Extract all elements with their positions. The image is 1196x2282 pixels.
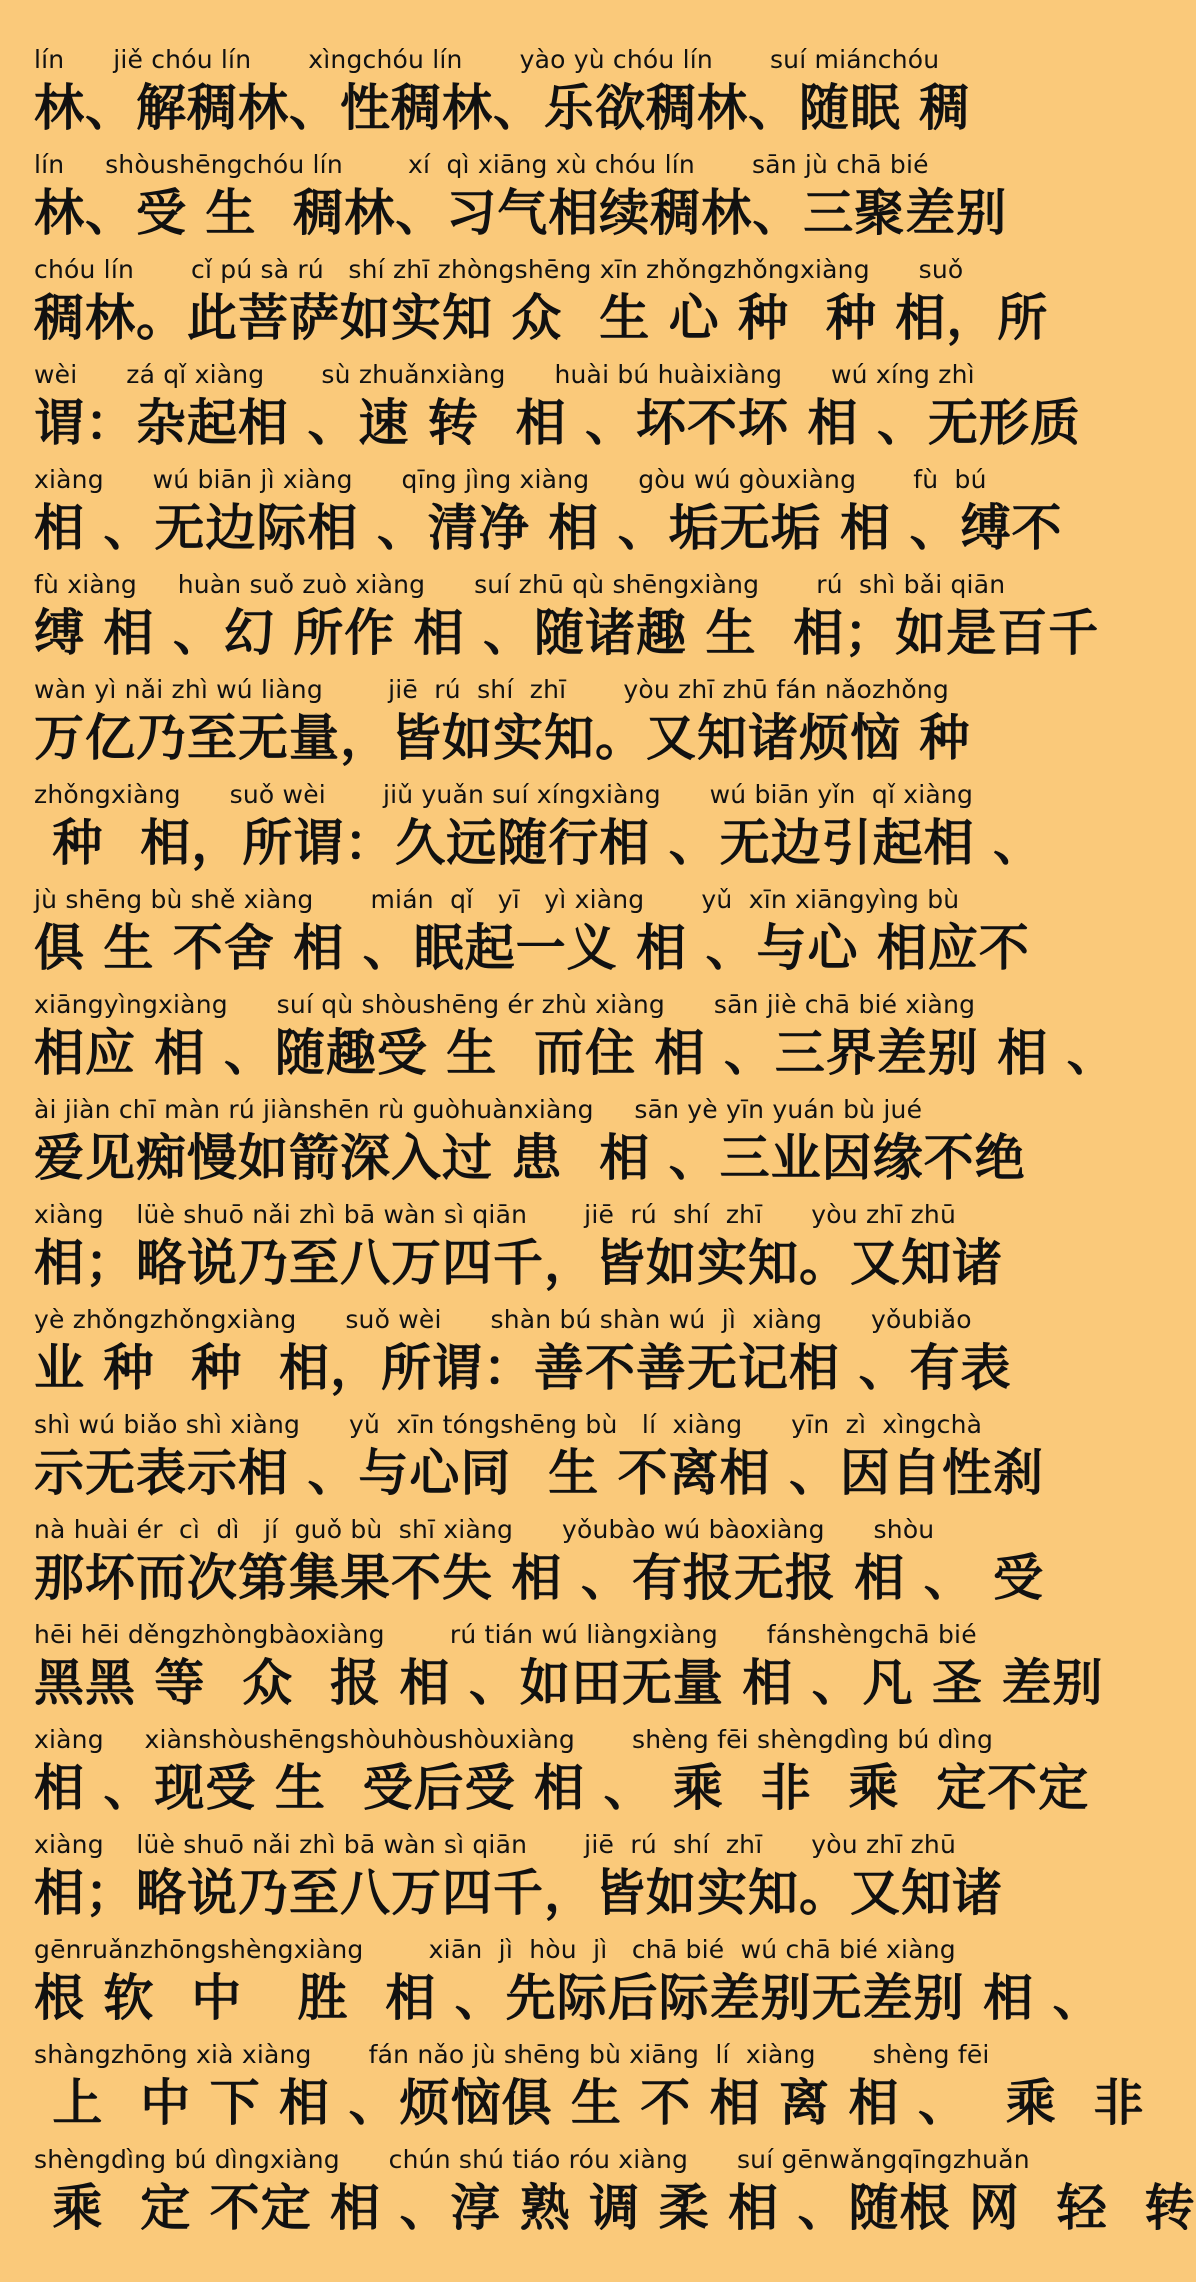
- pinyin-line: jù shēng bù shě xiàng mián qǐ yī yì xiàng yǔ xīn xiāngyìng bù: [34, 885, 960, 914]
- pinyin-line: wàn yì nǎi zhì wú liàng jiē rú shí zhī yòu zhī zhū fán nǎozhǒng: [34, 675, 949, 704]
- text-line-20: [34, 2037, 1145, 2142]
- text-line-17: [34, 1722, 1090, 1827]
- pinyin-line: chóu lín cǐ pú sà rú shí zhī zhòngshēng xīn zhǒngzhǒngxiàng suǒ: [34, 255, 964, 284]
- text-line-7: [34, 672, 1050, 777]
- hanzi-line: 那坏而次第集果不失 相 、有报无报 相 、 受: [34, 1549, 1045, 1607]
- hanzi-line: 根 软 中 胜 相 、先际后际差别无差别 相 、: [34, 1969, 1104, 2027]
- pinyin-line: zhǒngxiàng suǒ wèi jiǔ yuǎn suí xíngxiàng wú biān yǐn qǐ xiàng: [34, 780, 974, 809]
- hanzi-line: 上 中 下 相 、烦恼俱 生 不 相 离 相 、 乘 非: [34, 2074, 1145, 2132]
- hanzi-line: 林、受 生 稠林、习气相续稠林、三聚差别: [34, 184, 1008, 242]
- pinyin-line: ài jiàn chī màn rú jiànshēn rù guòhuànxiàng sān yè yīn yuán bù jué: [34, 1095, 923, 1124]
- text-line-19: [34, 1932, 1104, 2037]
- text-line-14: [34, 1407, 1050, 1512]
- hanzi-line: 相 、无边际相 、清净 相 、垢无垢 相 、缚不: [34, 499, 1063, 557]
- hanzi-line: 业 种 种 相，所谓：善不善无记相 、有表: [34, 1339, 1012, 1397]
- hanzi-line: 相应 相 、随趣受 生 而住 相 、三界差别 相 、: [34, 1024, 1118, 1082]
- hanzi-line: 相 、现受 生 受后受 相 、 乘 非 乘 定不定: [34, 1759, 1090, 1817]
- text-line-9: [34, 882, 1050, 987]
- text-line-3: [34, 252, 1050, 357]
- text-line-21: [34, 2142, 1196, 2247]
- text-line-15: [34, 1512, 1050, 1617]
- text-line-6: [34, 567, 1100, 672]
- pinyin-line: xiàng lüè shuō nǎi zhì bā wàn sì qiān jiē rú shí zhī yòu zhī zhū: [34, 1830, 957, 1859]
- hanzi-line: 相；略说乃至八万四千，皆如实知。又知诸: [34, 1234, 1003, 1292]
- hanzi-line: 谓：杂起相 、速 转 相 、坏不坏 相 、无形质: [34, 394, 1081, 452]
- hanzi-line: 缚 相 、幻 所作 相 、随诸趣 生 相；如是百千: [34, 604, 1100, 662]
- pinyin-line: xiāngyìngxiàng suí qù shòushēng ér zhù xiàng sān jiè chā bié xiàng: [34, 990, 976, 1019]
- pinyin-line: shàngzhōng xià xiàng fán nǎo jù shēng bù xiāng lí xiàng shèng fēi: [34, 2040, 990, 2069]
- hanzi-line: 俱 生 不舍 相 、眠起一义 相 、与心 相应不: [34, 919, 1030, 977]
- hanzi-line: 万亿乃至无量，皆如实知。又知诸烦恼 种: [34, 709, 971, 767]
- hanzi-line: 示无表示相 、与心同 生 不离相 、因自性刹: [34, 1444, 1045, 1502]
- pinyin-line: yè zhǒngzhǒngxiàng suǒ wèi shàn bú shàn wú jì xiàng yǒubiǎo: [34, 1305, 972, 1334]
- pinyin-line: gēnruǎnzhōngshèngxiàng xiān jì hòu jì chā bié wú chā bié xiàng: [34, 1935, 956, 1964]
- pinyin-line: wèi zá qǐ xiàng sù zhuǎnxiàng huài bú huàixiàng wú xíng zhì: [34, 360, 975, 389]
- hanzi-line: 相；略说乃至八万四千，皆如实知。又知诸: [34, 1864, 1003, 1922]
- hanzi-line: 稠林。此菩萨如实知 众 生 心 种 种 相，所: [34, 289, 1049, 347]
- hanzi-line: 爱见痴慢如箭深入过 患 相 、三业因缘不绝: [34, 1129, 1026, 1187]
- text-line-5: [34, 462, 1063, 567]
- pinyin-line: hēi hēi děngzhòngbàoxiàng rú tián wú liàngxiàng fánshèngchā bié: [34, 1620, 977, 1649]
- pinyin-line: fù xiàng huàn suǒ zuò xiàng suí zhū qù shēngxiàng rú shì bǎi qiān: [34, 570, 1006, 599]
- text-line-10: [34, 987, 1118, 1092]
- pinyin-line: lín jiě chóu lín xìngchóu lín yào yù chóu lín suí miánchóu: [34, 45, 940, 74]
- pinyin-line: shèngdìng bú dìngxiàng chún shú tiáo róu xiàng suí gēnwǎngqīngzhuǎn: [34, 2145, 1030, 2174]
- pinyin-line: xiàng wú biān jì xiàng qīng jìng xiàng gòu wú gòuxiàng fù bú: [34, 465, 987, 494]
- text-line-8: [34, 777, 1050, 882]
- text-line-16: [34, 1617, 1104, 1722]
- text-line-4: [34, 357, 1081, 462]
- text-line-12: [34, 1197, 1050, 1302]
- hanzi-line: 黑黑 等 众 报 相 、如田无量 相 、凡 圣 差别: [34, 1654, 1104, 1712]
- hanzi-line: 林、解稠林、性稠林、乐欲稠林、随眠 稠: [34, 79, 971, 137]
- text-line-11: [34, 1092, 1050, 1197]
- text-line-2: [34, 147, 1050, 252]
- pinyin-line: xiàng lüè shuō nǎi zhì bā wàn sì qiān jiē rú shí zhī yòu zhī zhū: [34, 1200, 957, 1229]
- hanzi-line: 种 相，所谓：久远随行相 、无边引起相 、: [34, 814, 1045, 872]
- pinyin-line: xiàng xiànshòushēngshòuhòushòuxiàng shèng fēi shèngdìng bú dìng: [34, 1725, 994, 1754]
- text-line-1: [34, 42, 1050, 147]
- pinyin-line: shì wú biǎo shì xiàng yǔ xīn tóngshēng bù lí xiàng yīn zì xìngchà: [34, 1410, 983, 1439]
- text-line-18: [34, 1827, 1050, 1932]
- text-line-13: [34, 1302, 1050, 1407]
- pinyin-line: lín shòushēngchóu lín xí qì xiāng xù chóu lín sān jù chā bié: [34, 150, 929, 179]
- hanzi-line: 乘 定 不定 相 、淳 熟 调 柔 相 、随根 网 轻 转: [34, 2179, 1196, 2237]
- pinyin-line: nà huài ér cì dì jí guǒ bù shī xiàng yǒubào wú bàoxiàng shòu: [34, 1515, 935, 1544]
